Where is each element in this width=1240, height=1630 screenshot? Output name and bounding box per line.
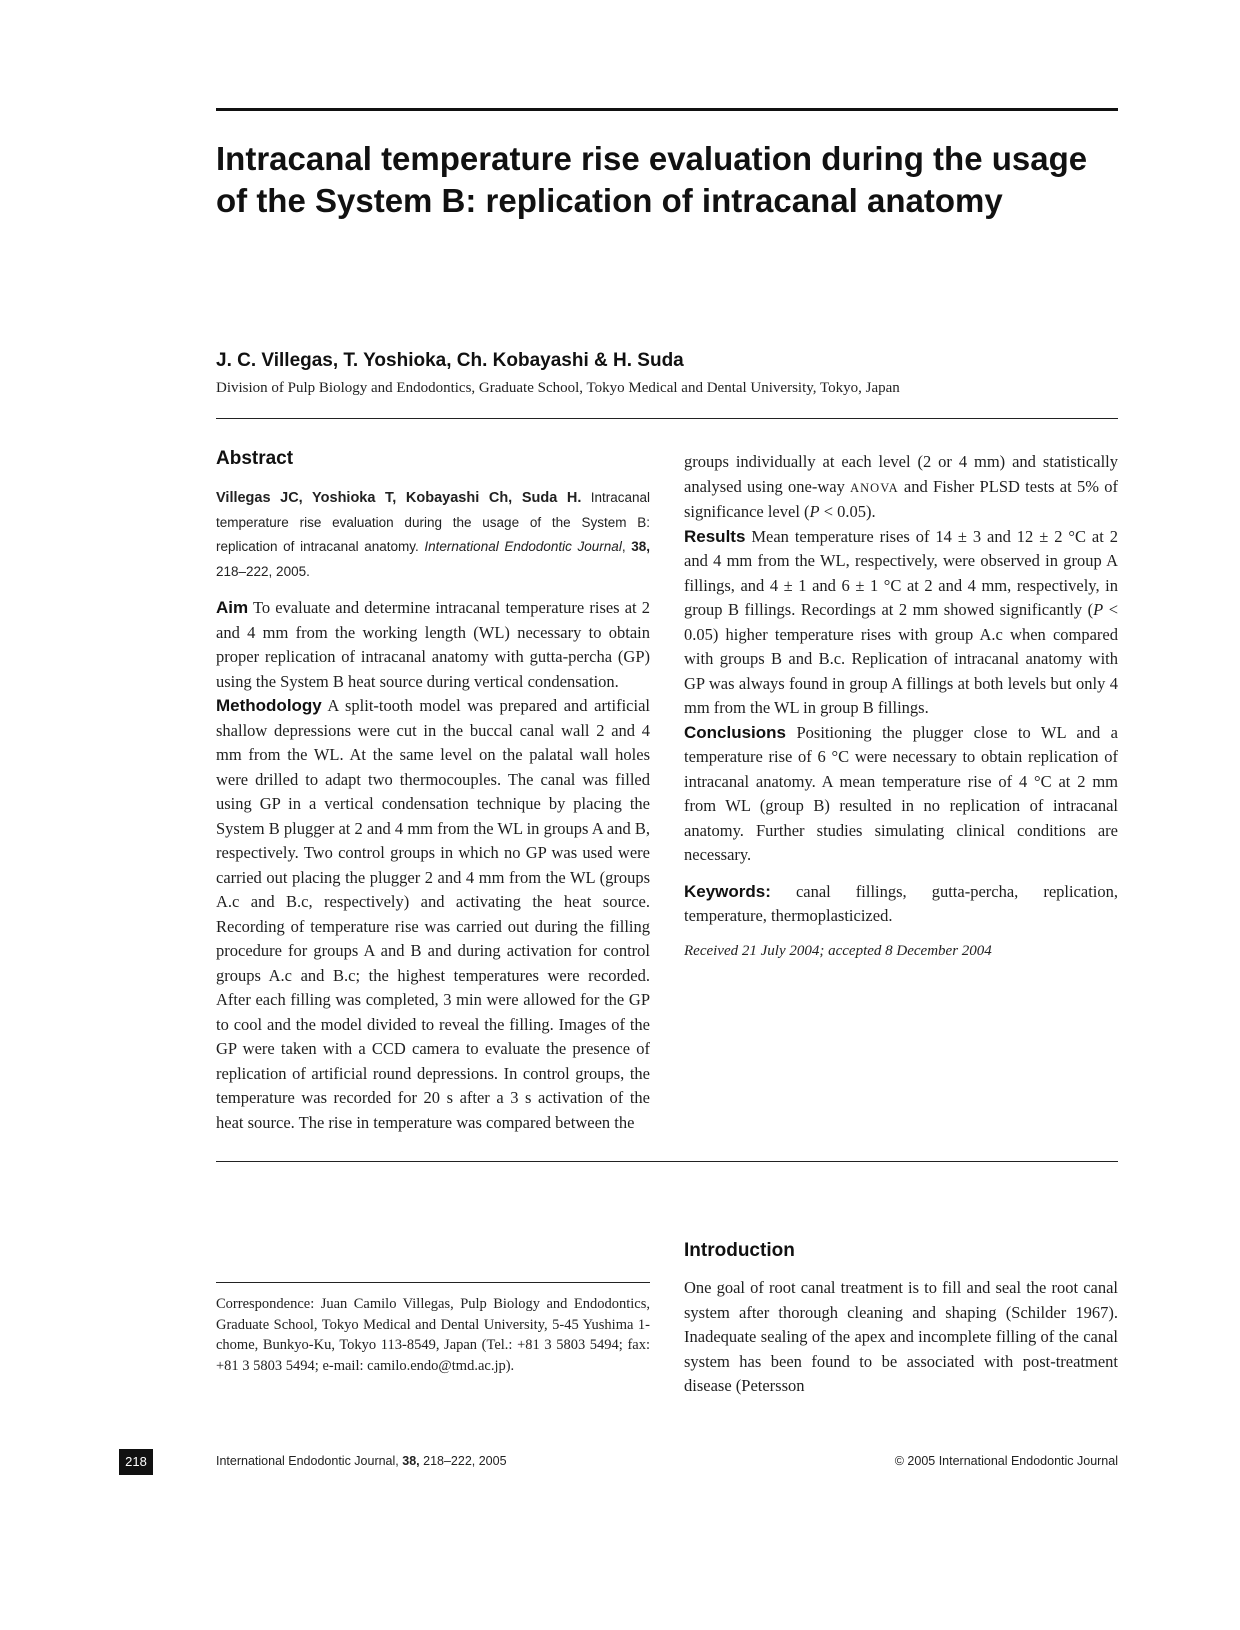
footer-pages: 218–222, 2005 xyxy=(419,1454,507,1468)
citation-separator: , xyxy=(621,539,632,554)
p-symbol-results: P xyxy=(1093,600,1104,619)
keywords xyxy=(684,880,1118,929)
citation-journal: International Endodontic Journal xyxy=(424,539,622,554)
citation-authors: Villegas JC, Yoshioka T, Kobayashi Ch, Suda H. xyxy=(216,490,582,506)
results-text-2: < 0.05) higher temperature rises with group A.c when compared with groups B and B.c. Replication of intracanal anatomy with GP was always found in group A fillings at both levels but only 4 mm from the WL in group B fillings. xyxy=(684,600,1118,717)
abstract-aim xyxy=(216,596,650,694)
header-divider xyxy=(216,418,1118,419)
anova-term: ANOVA xyxy=(850,480,899,495)
methodology-label: Methodology xyxy=(216,696,322,715)
methodology-continued-text: groups individually at each level (2 or 4 mm) and statistically analysed using one-way xyxy=(684,452,1118,496)
abstract-heading: Abstract xyxy=(216,448,294,469)
aim-label: Aim xyxy=(216,598,249,617)
author-list: J. C. Villegas, T. Yoshioka, Ch. Kobayashi & H. Suda xyxy=(216,350,684,371)
abstract-methodology xyxy=(216,694,650,1135)
methodology-text-2: and Fisher PLSD tests at 5% of significance level ( xyxy=(684,476,1118,521)
conclusions-label: Conclusions xyxy=(684,722,787,742)
correspondence: Correspondence: Juan Camilo Villegas, Pulp Biology and Endodontics, Graduate School, Tokyo Medical and Dental University, 5-45 Yushima 1-chome, Bunkyo-Ku, Tokyo 113-8549, Japan (Tel.: +81 3 5803 5494; fax: +81 3 5803 5494; e-mail: camilo.endo@tmd.ac.jp). xyxy=(216,1296,650,1374)
footer-journal xyxy=(216,1454,507,1468)
keywords-text: canal fillings, gutta-percha, replication, temperature, thermoplasticized. xyxy=(684,881,1118,925)
received-dates: Received 21 July 2004; accepted 8 December 2004 xyxy=(684,942,992,959)
introduction-heading: Introduction xyxy=(684,1240,795,1261)
page-number: 218 xyxy=(119,1449,153,1475)
abstract-methodology-continued xyxy=(684,450,1118,525)
p-symbol: P xyxy=(809,502,820,521)
introduction-text: One goal of root canal treatment is to fill and seal the root canal system after thorough cleaning and shaping (Schilder 1967). Inadequate sealing of the apex and incomplete filling of the canal system has been found to be associated with post-treatment disease (Petersson xyxy=(684,1278,1118,1395)
methodology-text-3: < 0.05). xyxy=(819,502,876,521)
results-label: Results xyxy=(684,526,746,546)
abstract-column-right xyxy=(684,450,1118,975)
citation-title: Intracanal temperature rise evaluation during the usage of the System B: replication of intracanal anatomy. xyxy=(216,490,650,554)
abstract-results xyxy=(684,525,1118,721)
aim-text: To evaluate and determine intracanal temperature rises at 2 and 4 mm from the working length (WL) necessary to obtain proper replication of intracanal anatomy with gutta-percha (GP) using the System B heat source during vertical condensation. xyxy=(216,598,650,691)
article-title: Intracanal temperature rise evaluation during the usage of the System B: replication of intracanal anatomy xyxy=(216,140,1088,219)
abstract-divider xyxy=(216,1161,1118,1162)
footer-volume: 38, xyxy=(402,1454,420,1468)
abstract-citation xyxy=(216,486,650,584)
correspondence-rule xyxy=(216,1282,650,1283)
citation-pages: 218–222, 2005. xyxy=(216,563,310,579)
citation-volume: 38, xyxy=(631,539,650,554)
keywords-label: Keywords: xyxy=(684,881,771,901)
conclusions-text: Positioning the plugger close to WL and a temperature rise of 6 °C were necessary to obtain replication of intracanal anatomy. A mean temperature rise of 4 °C at 2 mm from WL (group B) resulted in no replication of intracanal anatomy. Further studies simulating clinical conditions are necessary. xyxy=(684,722,1118,864)
footer-journal-name: International Endodontic Journal, xyxy=(216,1454,403,1468)
abstract-column-left xyxy=(216,448,650,1135)
affiliation: Division of Pulp Biology and Endodontics, Graduate School, Tokyo Medical and Dental University, Tokyo, Japan xyxy=(216,380,900,396)
abstract-conclusions xyxy=(684,721,1118,868)
methodology-text: A split-tooth model was prepared and artificial shallow depressions were cut in the buccal canal wall 2 and 4 mm from the WL. At the same level on the palatal wall holes were drilled to adapt two thermocouples. The canal was filled using GP in a vertical condensation technique by placing the System B plugger at 2 and 4 mm from the WL in groups A and B, respectively. Two control groups in which no GP was used were carried out placing the plugger 2 and 4 mm from the WL (groups A.c and B.c, respectively) and activating the heat source. Recording of temperature rise was carried out during the filling procedure for groups A and B and during activation for control groups A.c and B.c; the highest temperatures were recorded. After each filling was completed, 3 min were allowed for the GP to cool and the model divided to reveal the filling. Images of the GP were taken with a CCD camera to evaluate the presence of replication of artificial round depressions. In control groups, the temperature was recorded for 20 s after a 3 s activation of the heat source. The rise in temperature was compared between the xyxy=(216,696,650,1132)
introduction-body xyxy=(684,1276,1118,1399)
top-rule xyxy=(216,108,1118,111)
footer-copyright: © 2005 International Endodontic Journal xyxy=(894,1454,1118,1468)
results-text-1: Mean temperature rises of 14 ± 3 and 12 ± 2 °C at 2 and 4 mm from the WL, respectively, were observed in group A fillings, and 4 ± 1 and 6 ± 1 °C at 2 and 4 mm, respectively, in group B fillings. Recordings at 2 mm showed significantly ( xyxy=(684,526,1118,619)
